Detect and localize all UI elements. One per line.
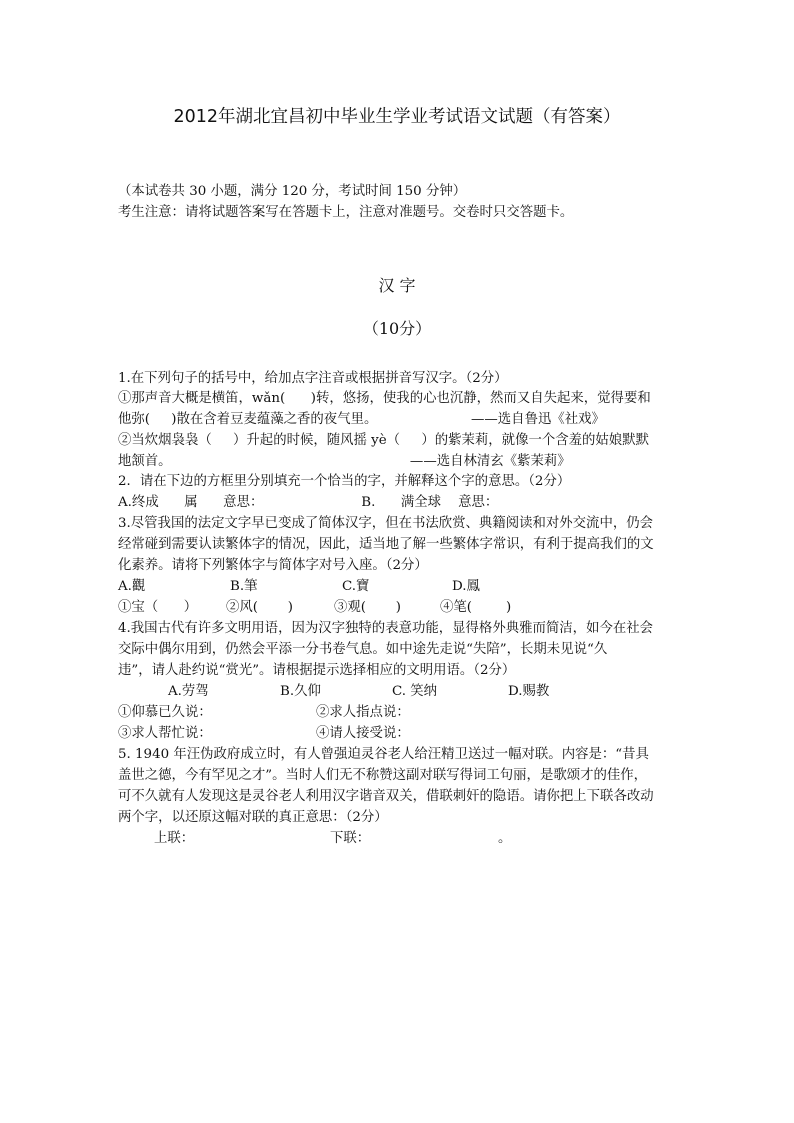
q3-blank-4: ④笔( ) [440, 600, 512, 615]
q5-stem-4: 两个字，以还原这幅对联的真正意思：（2分） [118, 810, 388, 825]
q4-blank-3: ③求人帮忙说： [118, 726, 212, 741]
q5-lower-label: 下联： [330, 831, 371, 846]
q4-blank-1: ①仰慕已久说： [118, 705, 212, 720]
q5-stem-3: 可不久就有人发现这是灵谷老人利用汉字谐音双关，借联刺奸的隐语。请你把上下联各改动 [118, 789, 654, 804]
q3-blank-2: ②风( ) [226, 600, 294, 615]
q1-stem: 1.在下列句子的括号中，给加点字注音或根据拼音写汉字。（2分） [118, 371, 508, 386]
q4-stem-3: 违”，请人赴约说“赏光”。请根据提示选择相应的文明用语。（2分） [118, 663, 516, 678]
q5-end-mark: 。 [498, 831, 512, 846]
document-title: 2012年湖北宜昌初中毕业生学业考试语文试题（有答案） [173, 107, 621, 127]
q4-stem-1: 4.我国古代有许多文明用语，因为汉字独特的表意功能，显得格外典雅而简洁，如今在社会 [118, 621, 654, 636]
q1-sentence-2b: 地颔首。 ——选自林清玄《紫茉莉》 [118, 454, 571, 469]
q4-option-b: B.久仰 [280, 684, 321, 699]
q2-line: A.终成 属 意思： B. 满全球 意思： [118, 495, 499, 510]
q3-option-a: A.觀 [118, 579, 146, 594]
section-title: 汉 字 [378, 276, 416, 295]
q3-blank-1: ①宝（ ） [118, 600, 198, 615]
q4-option-c: C. 笑纳 [392, 684, 438, 699]
q2-stem: 2．请在下边的方框里分别填充一个恰当的字，并解释这个字的意思。（2分） [118, 474, 571, 489]
q4-option-a: A.劳驾 [168, 684, 209, 699]
section-score: （10分） [362, 319, 432, 338]
q5-stem-1: 5. 1940 年汪伪政府成立时，有人曾强迫灵谷老人给汪精卫送过一幅对联。内容是：“昔具 [118, 747, 649, 762]
q3-option-c: C.寶 [342, 579, 370, 594]
q1-sentence-1a: ①那声音大概是横笛，wǎn( )转，悠扬，使我的心也沉静，然而又自失起来，觉得要和 [118, 391, 651, 406]
q3-option-d: D.鳳 [452, 579, 480, 594]
q4-blank-4: ④请人接受说： [316, 726, 410, 741]
exam-notice-line: 考生注意：请将试题答案写在答题卡上，注意对准题号。交卷时只交答题卡。 [118, 205, 574, 220]
q3-stem-2: 经常碰到需要认读繁体字的情况，因此，适当地了解一些繁体字常识，有利于提高我们的文 [118, 537, 654, 552]
q3-stem-1: 3.尽管我国的法定文字早已变成了简体汉字，但在书法欣赏、典籍阅读和对外交流中，仍会 [118, 516, 654, 531]
q5-upper-label: 上联： [154, 831, 195, 846]
q1-sentence-2a: ②当炊烟袅袅（ ）升起的时候，随风摇 yè（ ）的紫茉莉，就像一个含羞的姑娘默默 [118, 433, 649, 448]
exam-info-line: （本试卷共 30 小题，满分 120 分，考试时间 150 分钟） [118, 184, 467, 199]
q3-blank-3: ③观( ) [334, 600, 402, 615]
q4-option-d: D.赐教 [508, 684, 550, 699]
q1-sentence-1b: 他弥( )散在含着豆麦蕴藻之香的夜气里。 ——选自鲁迅《社戏》 [118, 412, 605, 427]
q5-answer-line [118, 829, 512, 909]
q3-option-b: B.筆 [230, 579, 258, 594]
q5-stem-2: 盖世之德，今有罕见之才”。当时人们无不称赞这副对联写得词工句丽，是歌颂才的佳作， [118, 768, 648, 783]
q4-stem-2: 交际中偶尔用到，仍然会平添一分书卷气息。如中途先走说“失陪”，长期未见说“久 [118, 642, 608, 657]
q4-blank-2: ②求人指点说： [316, 705, 410, 720]
q3-stem-3: 化素养。请将下列繁体字与简体字对号入座。（2分） [118, 558, 428, 573]
